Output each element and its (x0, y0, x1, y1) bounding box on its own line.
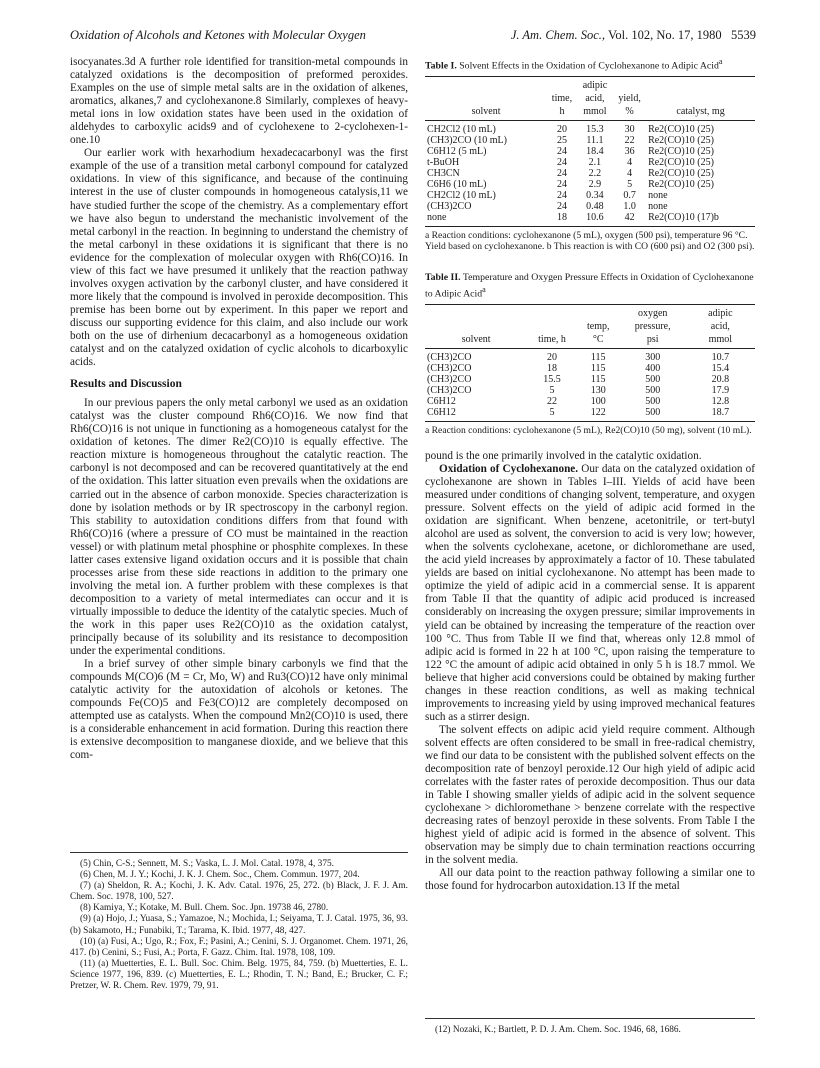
table-2-caption-mark: a (482, 284, 486, 294)
table-cell-yield: 42 (613, 212, 646, 227)
table-1-caption-mark: a (718, 57, 723, 66)
table-row (425, 190, 755, 201)
table-cell-yield: 5 (627, 178, 633, 190)
table-cell-acid: 15.3 (586, 123, 604, 135)
table-cell-time: 25 (556, 134, 567, 146)
table-row (425, 146, 755, 157)
table-cell-acid: 10.6 (577, 212, 613, 227)
table-cell-time: 24 (556, 145, 567, 157)
table-cell-pressure: 300 (645, 351, 661, 363)
table-cell-catalyst: Re2(CO)10 (25) (648, 156, 714, 168)
journal-name: J. Am. Chem. Soc., (510, 28, 606, 42)
table-1-label: Table I. (425, 60, 457, 72)
references-left (70, 852, 408, 992)
table-cell-catalyst: Re2(CO)10 (25) (648, 134, 714, 146)
reference-item: (6) Chen, M. J. Y.; Kochi, J. K. J. Chem. Soc., Chem. Commun. 1977, 204. (80, 870, 360, 881)
results-paragraph: In a brief survey of other simple binary carbonyls we find that the compounds M(CO)6 (M = Cr, Mo, W) and Ru3(CO)12 have only minimal catalytic activity for the autoxidation of alcohols or ketones. The compounds Fe(CO)5 and Fe3(CO)12 are completely decomposed on attempted use as catalysts. When the compound Mn2(CO)10 is used, there is a considerable enhancement in acid formation. During this reaction there is extensive decomposition to manganese dioxide, and we believe that this com- (70, 658, 408, 762)
table-1-header: % (613, 105, 646, 121)
table-cell-acid: 12.8 (711, 395, 730, 407)
table-cell-acid: 20.8 (711, 373, 730, 385)
body-paragraph: All our data point to the reaction pathway following a similar one to those found for hydrocarbon autoxidation.13 If the metal (425, 867, 755, 893)
reference-item: (11) (a) Muetterties, E. L. Bull. Soc. Chim. Belg. 1975, 84, 759. (b) Muetterties, E. L. Science 1977, 196, 839. (c) Muetterties, E. L.; Rhodin, T. N.; Band, E.; Brucker, C. F.; Pretzer, W. R. Chem. Rev. 1979, 79, 91. (70, 958, 408, 992)
table-row (425, 348, 755, 363)
table-2 (425, 272, 755, 436)
table-cell-solvent: C6H12 (425, 407, 527, 422)
table-2-body (425, 348, 755, 421)
table-1 (425, 56, 755, 252)
table-2-label: Table II. (425, 272, 461, 284)
table-cell-pressure: 500 (645, 384, 661, 396)
body-paragraph: The solvent effects on adipic acid yield require comment. Although solvent effects are often considered to be small in free-radical chemistry, we find our data to be consistent with the published solvent effects on the decomposition rate of benzoyl peroxide.12 Our high yield of adipic acid correlates with the faster rates of peroxide decomposition. Thus our data in Table I showing smaller yields of adipic acid in the solvent sequence cyclohexane > dichloromethane > benzene correlate with the respective decreasing rates of benzoyl peroxide in these solvents. From Table I the highest yield of adipic acid is formed in the absence of solvent. This observation may be simply due to chain termination reactions occurring in the solvent media. (425, 723, 755, 867)
table-row (425, 374, 755, 385)
reference-item: (5) Chin, C-S.; Sennett, M. S.; Vaska, L. J. Mol. Catal. 1978, 4, 375. (80, 859, 334, 869)
table-1-header: acid, (585, 92, 605, 104)
running-header (70, 28, 756, 46)
table-1-header: h (547, 105, 577, 121)
table-cell-solvent: t-BuOH (427, 156, 460, 168)
table-cell-acid: 2.2 (588, 167, 602, 179)
page-number: 5539 (731, 28, 756, 42)
reference-item: (7) (a) Sheldon, R. A.; Kochi, J. K. Adv. Catal. 1976, 25, 272. (b) Black, J. F. J. Am. Chem. Soc. 1978, 100, 527. (70, 881, 408, 903)
table-2-header: mmol (686, 333, 755, 349)
table-2-title (425, 272, 755, 299)
table-cell-catalyst: none (648, 200, 668, 212)
table-cell-time: 5 (549, 384, 555, 396)
table-cell-acid: 0.34 (586, 189, 604, 201)
table-cell-catalyst: Re2(CO)10 (25) (648, 145, 714, 157)
table-cell-acid: 0.48 (586, 200, 604, 212)
table-cell-temp: 130 (590, 384, 606, 396)
table-1-footnote: a Reaction conditions: cyclohexanone (5 mL), oxygen (500 psi), temperature 96 °C. Yield based on cyclohexanone. b This reaction is with CO (600 psi) and O2 (300 psi). (425, 229, 755, 253)
intro-paragraph: Our earlier work with hexarhodium hexadecacarbonyl was the first example of the use of a transition metal carbonyl compound for catalyzed oxidations. In view of this significance, and because of the continuing interest in the use of cluster compounds in homogeneous catalysis,11 we have studied further the scope of the chemistry. As a complementary effort we have also begun to understand the mechanistic involvement of the metal carbonyl in the reaction. In beginning to understand the chemistry of the metal carbonyl in these oxidations it is significant that there is no evidence for the complexation of molecular oxygen with Rh6(CO)16. In view of this fact we have presumed it unlikely that the reaction pathway involves oxygen activation by the carbonyl cluster, and have considered it more likely that the compound is involved in peroxide decomposition. This premise has been borne out by experiment. In this paper we report and discuss our supporting evidence for this claim, and also include our work both on the use of dirhenium decacarbonyl as a homogeneous oxidation catalyst and on the catalyzed oxidation of cyclic alcohols to dicarboxylic acids. (70, 147, 408, 369)
table-row (425, 407, 755, 422)
oxidation-paragraph (425, 463, 755, 724)
table-2-footnote: a Reaction conditions: cyclohexanone (5 mL), Re2(CO)10 (50 mg), solvent (10 mL). (425, 424, 752, 436)
table-2-header: solvent (425, 333, 527, 349)
table-cell-temp: 115 (590, 373, 606, 385)
table-cell-time: 18 (547, 212, 577, 227)
table-cell-time: 24 (556, 167, 567, 179)
intro-paragraph: isocyanates.3d A further role identified for transition-metal compounds in catalyzed oxidations is the decomposition of preformed peroxides. Examples on the use of simple metal salts are in the oxidation of alkenes, aromatics, alkanes,7 and cyclohexanone.8 Similarly, complexes of heavy-metal ions in low oxidation states have been used in the oxidation of aldehydes to carboxylic acids9 and of cyclohexene to 2-cyclohexen-1-one.10 (70, 56, 408, 147)
table-cell-solvent: (CH3)2CO (427, 200, 472, 212)
table-row (425, 120, 755, 135)
table-2-header: acid, (710, 320, 730, 332)
subsection-heading: Oxidation of Cyclohexanone. (439, 462, 579, 475)
table-cell-time: 22 (547, 395, 558, 407)
table-cell-yield: 22 (624, 134, 635, 146)
table-cell-time: 24 (556, 156, 567, 168)
continuation-paragraph: pound is the one primarily involved in the catalytic oxidation. (425, 449, 702, 462)
right-column (425, 56, 755, 894)
oxidation-text: Our data on the catalyzed oxidation of cyclohexanone are shown in Tables I–III. Yields of acid have been measured under conditions of changing solvent, temperature, and oxygen pressure. Solvent effects on the yield of adipic acid formed in the oxidation are significant. When benzene, acetonitrile, or tert-butyl alcohol are used as solvent, the conversion to acid is very low; however, when the solvents cyclohexane, acetone, or dichloromethane are used, the acid yield increases by approximately a factor of 10. These tabulated yields are based on initial cyclohexanone. No attempt has been made to optimize the yield of adipic acid in a commercial sense. It is apparent from Table II that the quantity of adipic acid produced is increased considerably on increasing the oxygen pressure; similar improvements in yield can be obtained by increasing the temperature of the reaction over 100 °C. Thus from Table II we find that, whereas only 12.8 mmol of adipic acid is formed in 22 h at 100 °C, upon raising the temperature to 122 °C the amount of adipic acid obtained in only 5 h is 18.7 mmol. We believe that higher acid conversions could be obtained by making further changes in these reaction conditions, as well as making technical improvements to increasing yield by using improved mechanical features such as a stirrer design. (425, 462, 755, 723)
table-cell-pressure: 500 (645, 395, 661, 407)
table-2-grid (425, 304, 755, 422)
table-2-header: adipic (686, 304, 755, 320)
results-paragraph: In our previous papers the only metal carbonyl we used as an oxidation catalyst was the cluster compound Rh6(CO)16. We now find that Rh6(CO)16 is not unique in functioning as a homogeneous catalyst for the oxidation of ketones. The dimer Re2(CO)10 is equally effective. The reaction mixture is homogeneous throughout the catalytic reaction. The carbonyl is not decomposed and can be recovered quantitatively at the end of the oxidation. This latter situation even prevails when the oxidations are carried out in the absence of carbon monoxide. Species characterization is done by isolation methods or by IR spectroscopy in the carbonyl region. This stability to autoxidation conditions differs from that found with Rh6(CO)16 (where a pressure of CO must be maintained in the reaction vessel) or with platinum metal phosphine or phosphite complexes. In these latter cases extensive ligand oxidation occurs and it is possible that chain processes arise from these side reactions in addition to the primary one involving the metal ion. A further problem with these complexes is that decomposition to a variety of metal intermediates can occur and it is virtually impossible to deduce the identity of the catalytic species. Much of the work in this paper uses Re2(CO)10 as the oxidation catalyst, principally because of its solubility and its resistance to decomposition under the experimental conditions. (70, 397, 408, 658)
table-cell-time: 24 (556, 200, 567, 212)
table-cell-yield: 36 (624, 145, 635, 157)
table-row (425, 363, 755, 374)
table-cell-solvent: (CH3)2CO (10 mL) (427, 134, 507, 146)
table-cell-time: 20 (556, 123, 567, 135)
table-cell-acid: 2.1 (588, 156, 602, 168)
table-cell-temp: 100 (590, 395, 606, 407)
table-cell-solvent: (CH3)2CO (427, 351, 472, 363)
table-cell-time: 18 (547, 362, 558, 374)
table-row (425, 201, 755, 212)
table-cell-solvent: C6H12 (5 mL) (427, 145, 487, 157)
table-cell-solvent: CH2Cl2 (10 mL) (427, 189, 496, 201)
table-cell-solvent: (CH3)2CO (427, 373, 472, 385)
table-cell-catalyst: Re2(CO)10 (25) (648, 178, 714, 190)
reference-item: (8) Kamiya, Y.; Kotake, M. Bull. Chem. Soc. Jpn. 19738 46, 2780. (80, 903, 329, 914)
table-2-header: °C (577, 333, 620, 349)
table-row (425, 212, 755, 227)
reference-item: (9) (a) Hojo, J.; Yuasa, S.; Yamazoe, N.; Mochida, I.; Seiyama, T. J. Catal. 1975, 36, 93. (b) Sakamoto, H.; Funabiki, T.; Tarama, K. Ibid. 1977, 48, 427. (70, 914, 408, 936)
table-1-header: time, (551, 92, 573, 104)
table-row (425, 168, 755, 179)
table-cell-time: 24 (556, 178, 567, 190)
table-2-header: oxygen (620, 304, 686, 320)
table-1-header: catalyst, mg (646, 105, 755, 121)
table-cell-yield: 0.7 (623, 189, 636, 201)
table-cell-catalyst: Re2(CO)10 (17)b (646, 212, 755, 227)
table-cell-solvent: C6H6 (10 mL) (427, 178, 487, 190)
table-1-header: mmol (577, 105, 613, 121)
table-cell-yield: 30 (624, 123, 635, 135)
table-1-header: adipic (577, 76, 613, 92)
table-cell-acid: 18.7 (686, 407, 755, 422)
table-cell-catalyst: Re2(CO)10 (25) (648, 123, 714, 135)
table-2-caption: Temperature and Oxygen Pressure Effects in Oxidation of Cyclohexanone to Adipic Acid (425, 272, 754, 300)
table-cell-yield: 4 (627, 156, 633, 168)
table-cell-acid: 11.1 (586, 134, 604, 146)
table-1-header: yield, (618, 92, 641, 104)
table-cell-catalyst: Re2(CO)10 (25) (648, 167, 714, 179)
table-cell-solvent: none (425, 212, 547, 227)
table-row (425, 385, 755, 396)
table-cell-solvent: (CH3)2CO (427, 384, 472, 396)
table-cell-catalyst: none (648, 189, 668, 201)
table-row (425, 135, 755, 146)
table-cell-temp: 115 (590, 351, 606, 363)
table-1-header: solvent (425, 105, 547, 121)
table-cell-acid: 10.7 (711, 351, 730, 363)
table-row (425, 157, 755, 168)
left-column (70, 56, 408, 762)
table-2-header: pressure, (634, 320, 671, 332)
table-cell-solvent: (CH3)2CO (427, 362, 472, 374)
running-title: Oxidation of Alcohols and Ketones with Molecular Oxygen (70, 28, 366, 42)
table-2-header: temp, (586, 320, 610, 332)
journal-citation (511, 28, 756, 43)
table-cell-pressure: 500 (620, 407, 686, 422)
table-cell-temp: 115 (590, 362, 606, 374)
table-cell-temp: 122 (577, 407, 620, 422)
footnote-divider (70, 852, 408, 853)
table-cell-yield: 1.0 (623, 200, 636, 212)
table-cell-acid: 18.4 (586, 145, 604, 157)
table-cell-acid: 15.4 (711, 362, 730, 374)
table-row (425, 179, 755, 190)
table-cell-time: 24 (556, 189, 567, 201)
reference-item: (12) Nozaki, K.; Bartlett, P. D. J. Am. Chem. Soc. 1946, 68, 1686. (435, 1025, 681, 1035)
reference-item: (10) (a) Fusi, A.; Ugo, R.; Fox, F.; Pasini, A.; Cenini, S. J. Organomet. Chem. 1971, 26, 417. (b) Cenini, S.; Fusi, A.; Porta, F. Gazz. Chim. Ital. 1978, 108, 109. (70, 936, 408, 958)
table-1-body (425, 120, 755, 226)
table-1-caption: Solvent Effects in the Oxidation of Cyclohexanone to Adipic Acid (459, 60, 719, 72)
table-1-title (425, 56, 755, 72)
table-cell-pressure: 500 (645, 373, 661, 385)
table-cell-time: 5 (527, 407, 577, 422)
table-1-grid (425, 76, 755, 227)
journal-volume: Vol. 102, No. 17, 1980 (607, 28, 722, 42)
table-cell-acid: 17.9 (711, 384, 730, 396)
references-right (425, 1018, 755, 1036)
table-cell-yield: 4 (627, 167, 633, 179)
table-cell-solvent: CH3CN (427, 167, 460, 179)
table-2-header: psi (620, 333, 686, 349)
table-cell-time: 15.5 (543, 373, 561, 385)
table-row (425, 396, 755, 407)
table-cell-solvent: C6H12 (427, 395, 456, 407)
table-cell-solvent: CH2Cl2 (10 mL) (427, 123, 496, 135)
table-cell-time: 20 (547, 351, 558, 363)
table-2-header: time, h (527, 333, 577, 349)
table-cell-acid: 2.9 (588, 178, 602, 190)
section-heading: Results and Discussion (70, 378, 182, 391)
table-cell-pressure: 400 (645, 362, 661, 374)
footnote-divider (425, 1018, 755, 1019)
